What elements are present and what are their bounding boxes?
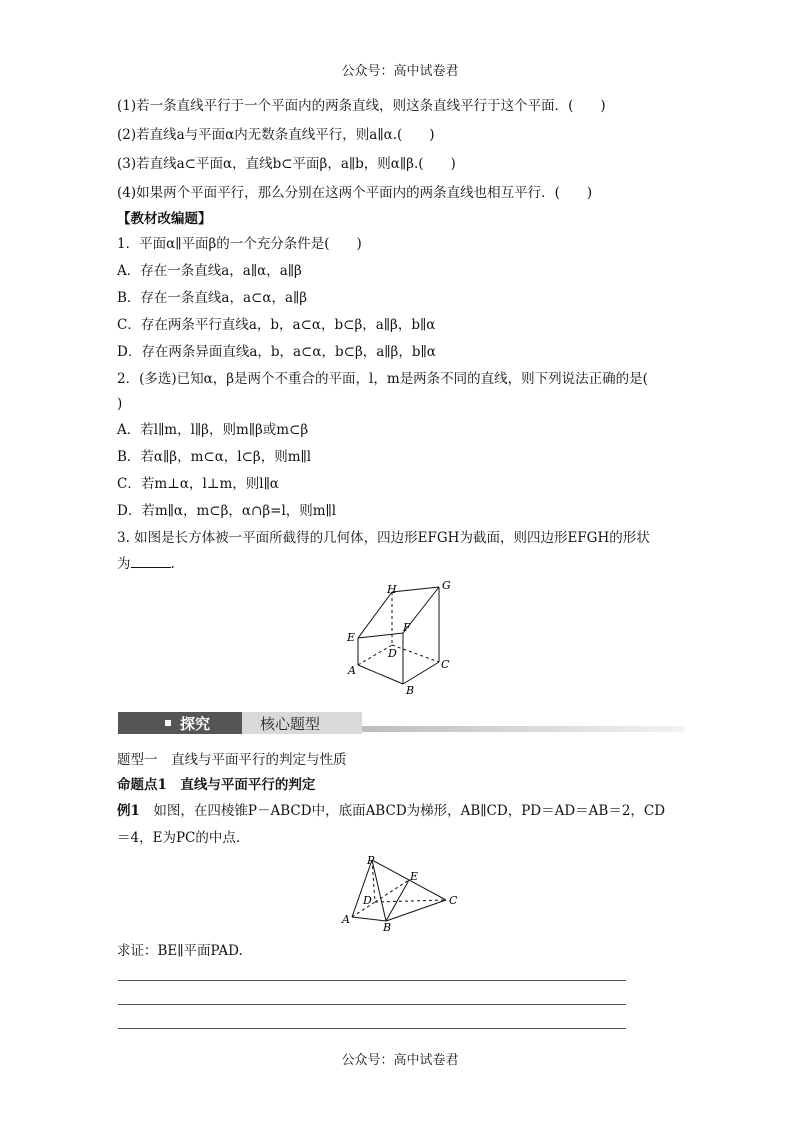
page-header: 公众号：高中试卷君: [341, 64, 459, 79]
judgement-1: (1)若一条直线平行于一个平面内的两条直线，则这条直线平行于这个平面．( ): [117, 98, 606, 114]
judgement-2: (2)若直线a与平面α内无数条直线平行，则a∥α.( ): [117, 127, 435, 143]
label-P: P: [367, 854, 375, 867]
example1-line2: ＝4，E为PC的中点.: [117, 830, 241, 846]
q3-stem-line1: 3. 如图是长方体被一平面所截得的几何体，四边形EFGH为截面，则四边形EFGH的形状: [117, 530, 650, 546]
q3-answer-blank: [131, 555, 171, 568]
label-A: A: [348, 664, 356, 677]
label-C: C: [441, 658, 450, 671]
q1-stem: 1．平面α∥平面β的一个充分条件是( ): [117, 236, 362, 252]
section-light-label: 核心题型: [260, 715, 321, 733]
q2-stem-line2: ): [117, 396, 123, 412]
type1-heading: 题型一 直线与平面平行的判定与性质: [117, 752, 347, 768]
q2-option-d: D．若m∥α，m⊂β，α∩β=l，则m∥l: [117, 503, 337, 519]
q3-stem-suffix: .: [170, 556, 175, 572]
label-G: G: [442, 579, 451, 592]
q2-option-c: C．若m⊥α，l⊥m，则l∥α: [117, 476, 279, 492]
label-E: E: [347, 631, 356, 644]
q2-stem-line1: 2．(多选)已知α，β是两个不重合的平面，l，m是两条不同的直线，则下列说法正确的是(: [117, 371, 648, 387]
label-B2: B: [383, 921, 392, 934]
textbook-heading: 【教材改编题】: [117, 211, 212, 227]
section-dark-label: 探究: [180, 715, 211, 733]
page-footer: 公众号：高中试卷君: [341, 1053, 459, 1068]
figure-cuboid-section: [340, 575, 470, 700]
q1-option-a: A．存在一条直线a，a∥α，a∥β: [117, 263, 302, 279]
label-D: D: [388, 647, 397, 660]
q1-option-c: C．存在两条平行直线a，b，a⊂α，b⊂β，a∥β，b∥α: [117, 317, 436, 333]
example1-line1: [117, 802, 665, 820]
q1-option-b: B．存在一条直线a，a⊂α，a∥β: [117, 290, 308, 306]
point1-heading: 命题点1 直线与平面平行的判定: [117, 777, 316, 793]
q1-option-d: D．存在两条异面直线a，b，a⊂α，b⊂β，a∥β，b∥α: [117, 344, 436, 360]
answer-line-2[interactable]: [118, 1004, 626, 1005]
q2-option-b: B．若α∥β，m⊂α，l⊂β，则m∥l: [117, 449, 312, 465]
prove-statement: 求证：BE∥平面PAD.: [117, 943, 243, 959]
answer-line-1[interactable]: [118, 980, 626, 981]
label-A2: A: [342, 913, 350, 926]
label-B: B: [406, 684, 415, 697]
label-H: H: [387, 583, 397, 596]
section-dark-tab: [118, 712, 242, 734]
section-banner: [118, 712, 684, 734]
q3-stem-prefix: 为: [117, 556, 131, 572]
label-D2: D: [363, 894, 372, 907]
example1-text: 如图，在四棱锥P－ABCD中，底面ABCD为梯形，AB∥CD，PD＝AD＝AB＝2，CD: [139, 803, 666, 819]
section-divider: [362, 726, 684, 732]
answer-line-3[interactable]: [118, 1028, 626, 1029]
q2-option-a: A．若l∥m，l∥β，则m∥β或m⊂β: [117, 422, 309, 438]
section-bullet-icon: [165, 720, 171, 726]
judgement-3: (3)若直线a⊂平面α，直线b⊂平面β，a∥b，则α∥β.( ): [117, 156, 456, 172]
judgement-4: (4)如果两个平面平行，那么分别在这两个平面内的两条直线也相互平行．( ): [117, 185, 593, 201]
label-F: F: [403, 621, 411, 634]
example1-label: 例1: [117, 803, 140, 819]
q3-stem-line2: [117, 555, 175, 573]
section-light-tab: [242, 712, 362, 734]
label-E2: E: [410, 870, 419, 883]
label-C2: C: [449, 894, 458, 907]
figure-pyramid: [338, 850, 463, 935]
